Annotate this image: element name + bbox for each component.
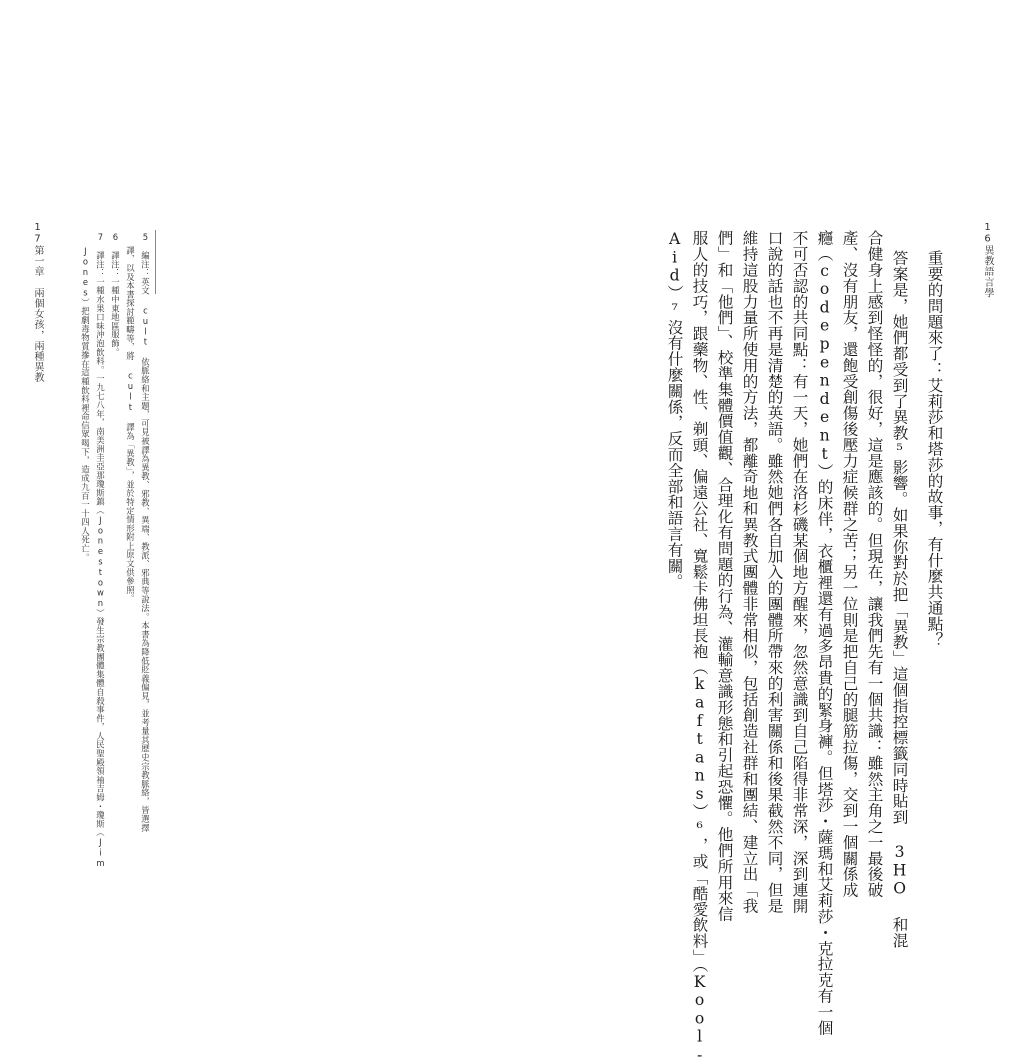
body-paragraph-column: Aid）⁷沒有什麼關係，反而全部和語言有關。 <box>665 230 684 590</box>
footnote-column: 6 譯注：一種中東地區服飾。 <box>110 232 121 357</box>
body-paragraph-column: 合健身上感到怪怪的，很好，這是應該的。但現在，讓我們先有一個共識：雖然主角之一最後破 <box>865 230 884 898</box>
body-paragraph-column: 服人的技巧，跟藥物、性、剃頭、偏遠公社、寬鬆卡佛坦長袍（kaftans）⁶，或「酷愛飲料」（Kool- <box>690 230 709 1064</box>
body-paragraph-column: 答案是，她們都受到了異教⁵影響。如果你對於把「異教」這個指控標籤同時貼到 3HO 和混 <box>890 250 909 949</box>
footnote-column: 7 譯注：一種水果口味沖泡飲料。一九七八年，南美洲圭亞那瓊斯鎮（Jonestown）發生宗教團體集體自殺事件，人民聖殿領袖吉姆・瓊斯（Jim <box>95 232 106 869</box>
body-paragraph-column: 癮（codependent）的床伴，衣櫃裡還有過多昂貴的緊身褲。但塔莎・薩瑪和艾莉莎・克拉克有一個 <box>815 230 834 1036</box>
footnote-column: 譯，以及本書探討範疇等，將 cult 譯為「異教」，並於特定情形附上原文供參照。 <box>125 246 136 604</box>
footnote-column: 5 編注：英文 cult 依脈絡和主題，可見被譯為異教、邪教、異端、教派、邪典等說法。本書為降低貶義偏見，並考量其歷史宗教脈絡，皆選擇 <box>140 232 151 833</box>
body-paragraph-column: 維持這股力量所使用的方法，都離奇地和異教式團體非常相似，包括創造社群和團結、建立出「我 <box>740 230 759 914</box>
body-paragraph-column: 口說的話也不再是清楚的英語。雖然她們各自加入的團體所帶來的利害關係和後果截然不同，但是 <box>765 230 784 914</box>
body-paragraph-column: 產、沒有朋友，還飽受創傷後壓力症候群之苦；另一位則是把自己的腿筋拉傷，交到一個關係成 <box>840 230 859 898</box>
footnote-divider <box>155 230 156 294</box>
body-paragraph-column: 不可否認的共同點：有一天，她們在洛杉磯某個地方醒來，忽然意識到自己陷得非常深，深到連開 <box>790 230 809 914</box>
body-paragraph-column: 們」和「他們」、校準集體價值觀、合理化有問題的行為、灌輸意識形態和引起恐懼。他們所用來信 <box>715 230 734 922</box>
body-paragraph-column: 重要的問題來了：艾莉莎和塔莎的故事，有什麼共通點？ <box>925 250 944 648</box>
footnote-column: Jones）把劇毒物質摻在這種飲料裡命信眾喝下，造成九百一十四人死亡。 <box>80 246 91 562</box>
running-head-right: 16異教語言學 <box>982 222 993 299</box>
running-head-left: 17第一章 兩個女孩，兩種異教 <box>32 222 43 383</box>
